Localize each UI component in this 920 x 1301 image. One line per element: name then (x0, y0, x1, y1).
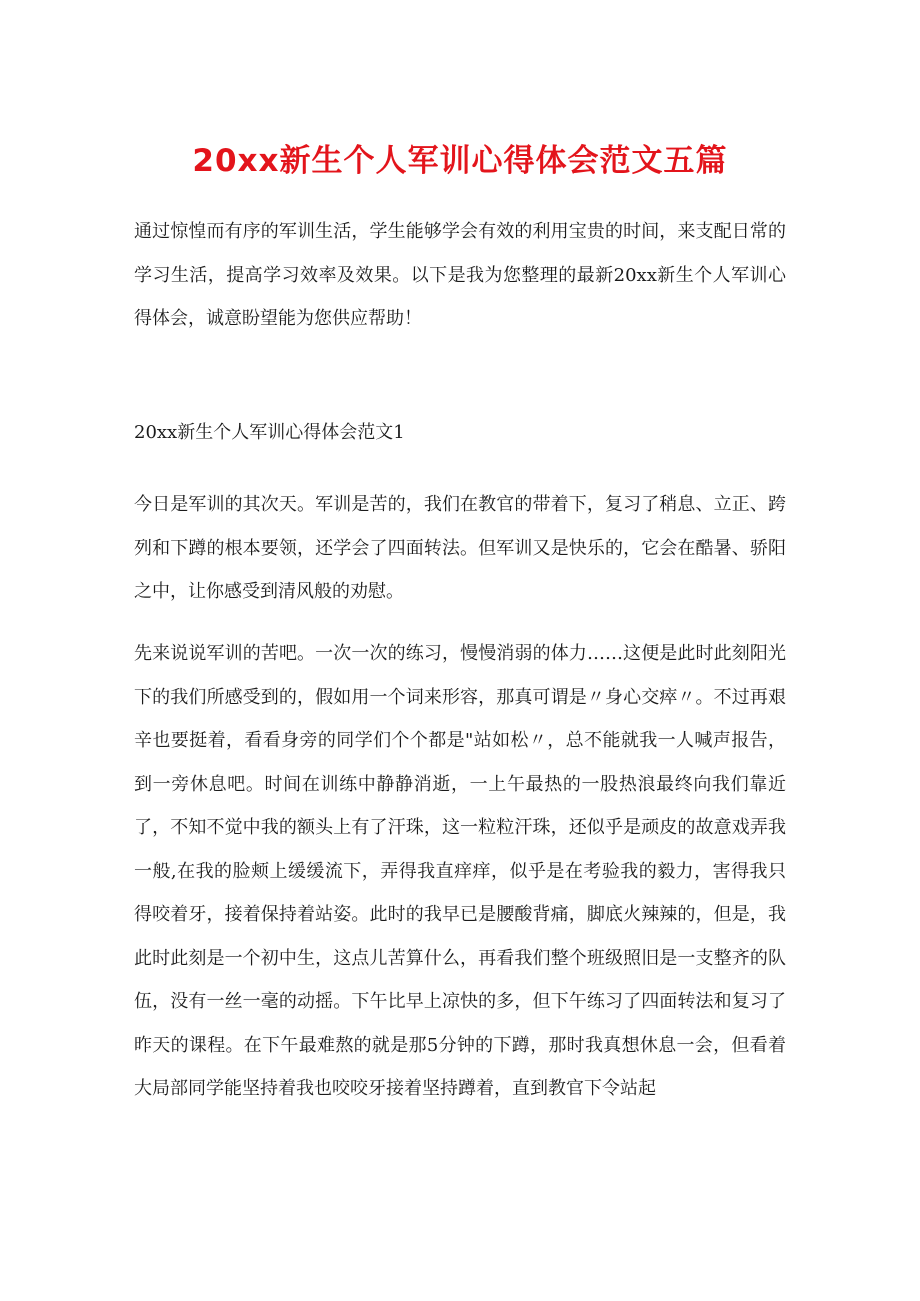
body-paragraph-1: 今日是军训的其次天。军训是苦的，我们在教官的带着下，复习了稍息、立正、跨列和下蹲的根本要领，还学会了四面转法。但军训又是快乐的，它会在酷暑、骄阳之中，让你感受到清风般的劝慰。 (134, 494, 786, 602)
intro-paragraph: 通过惊惶而有序的军训生活，学生能够学会有效的利用宝贵的时间，来支配日常的学习生活，提高学习效率及效果。以下是我为您整理的最新20xx新生个人军训心得体会，诚意盼望能为您供应帮助！ (134, 221, 786, 329)
document-title: 20xx新生个人军训心得体会范文五篇 (192, 143, 728, 179)
body-paragraph-2: 先来说说军训的苦吧。一次一次的练习，慢慢消弱的体力……这便是此时此刻阳光下的我们所感受到的，假如用一个词来形容，那真可谓是〃身心交瘁〃。不过再艰辛也要挺着，看看身旁的同学们个个都是"站如松〃，总不能就我一人喊声报告，到一旁休息吧。时间在训练中静静消逝，一上午最热的一股热浪最终向我们靠近了，不知不觉中我的额头上有了汗珠，这一粒粒汗珠，还似乎是顽皮的故意戏弄我一般,在我的脸颊上缓缓流下，弄得我直痒痒，似乎是在考验我的毅力，害得我只得咬着牙，接着保持着站姿。此时的我早已是腰酸背痛，脚底火辣辣的，但是，我此时此刻是一个初中生，这点儿苦算什么，再看我们整个班级照旧是一支整齐的队伍，没有一丝一毫的动摇。下午比早上凉快的多，但下午练习了四面转法和复习了昨天的课程。在下午最难熬的就是那5分钟的下蹲，那时我真想休息一会，但看着大局部同学能坚持着我也咬咬牙接着坚持蹲着，直到教官下令站起 (134, 643, 786, 1099)
section-heading: 20xx新生个人军训心得体会范文1 (134, 422, 405, 443)
